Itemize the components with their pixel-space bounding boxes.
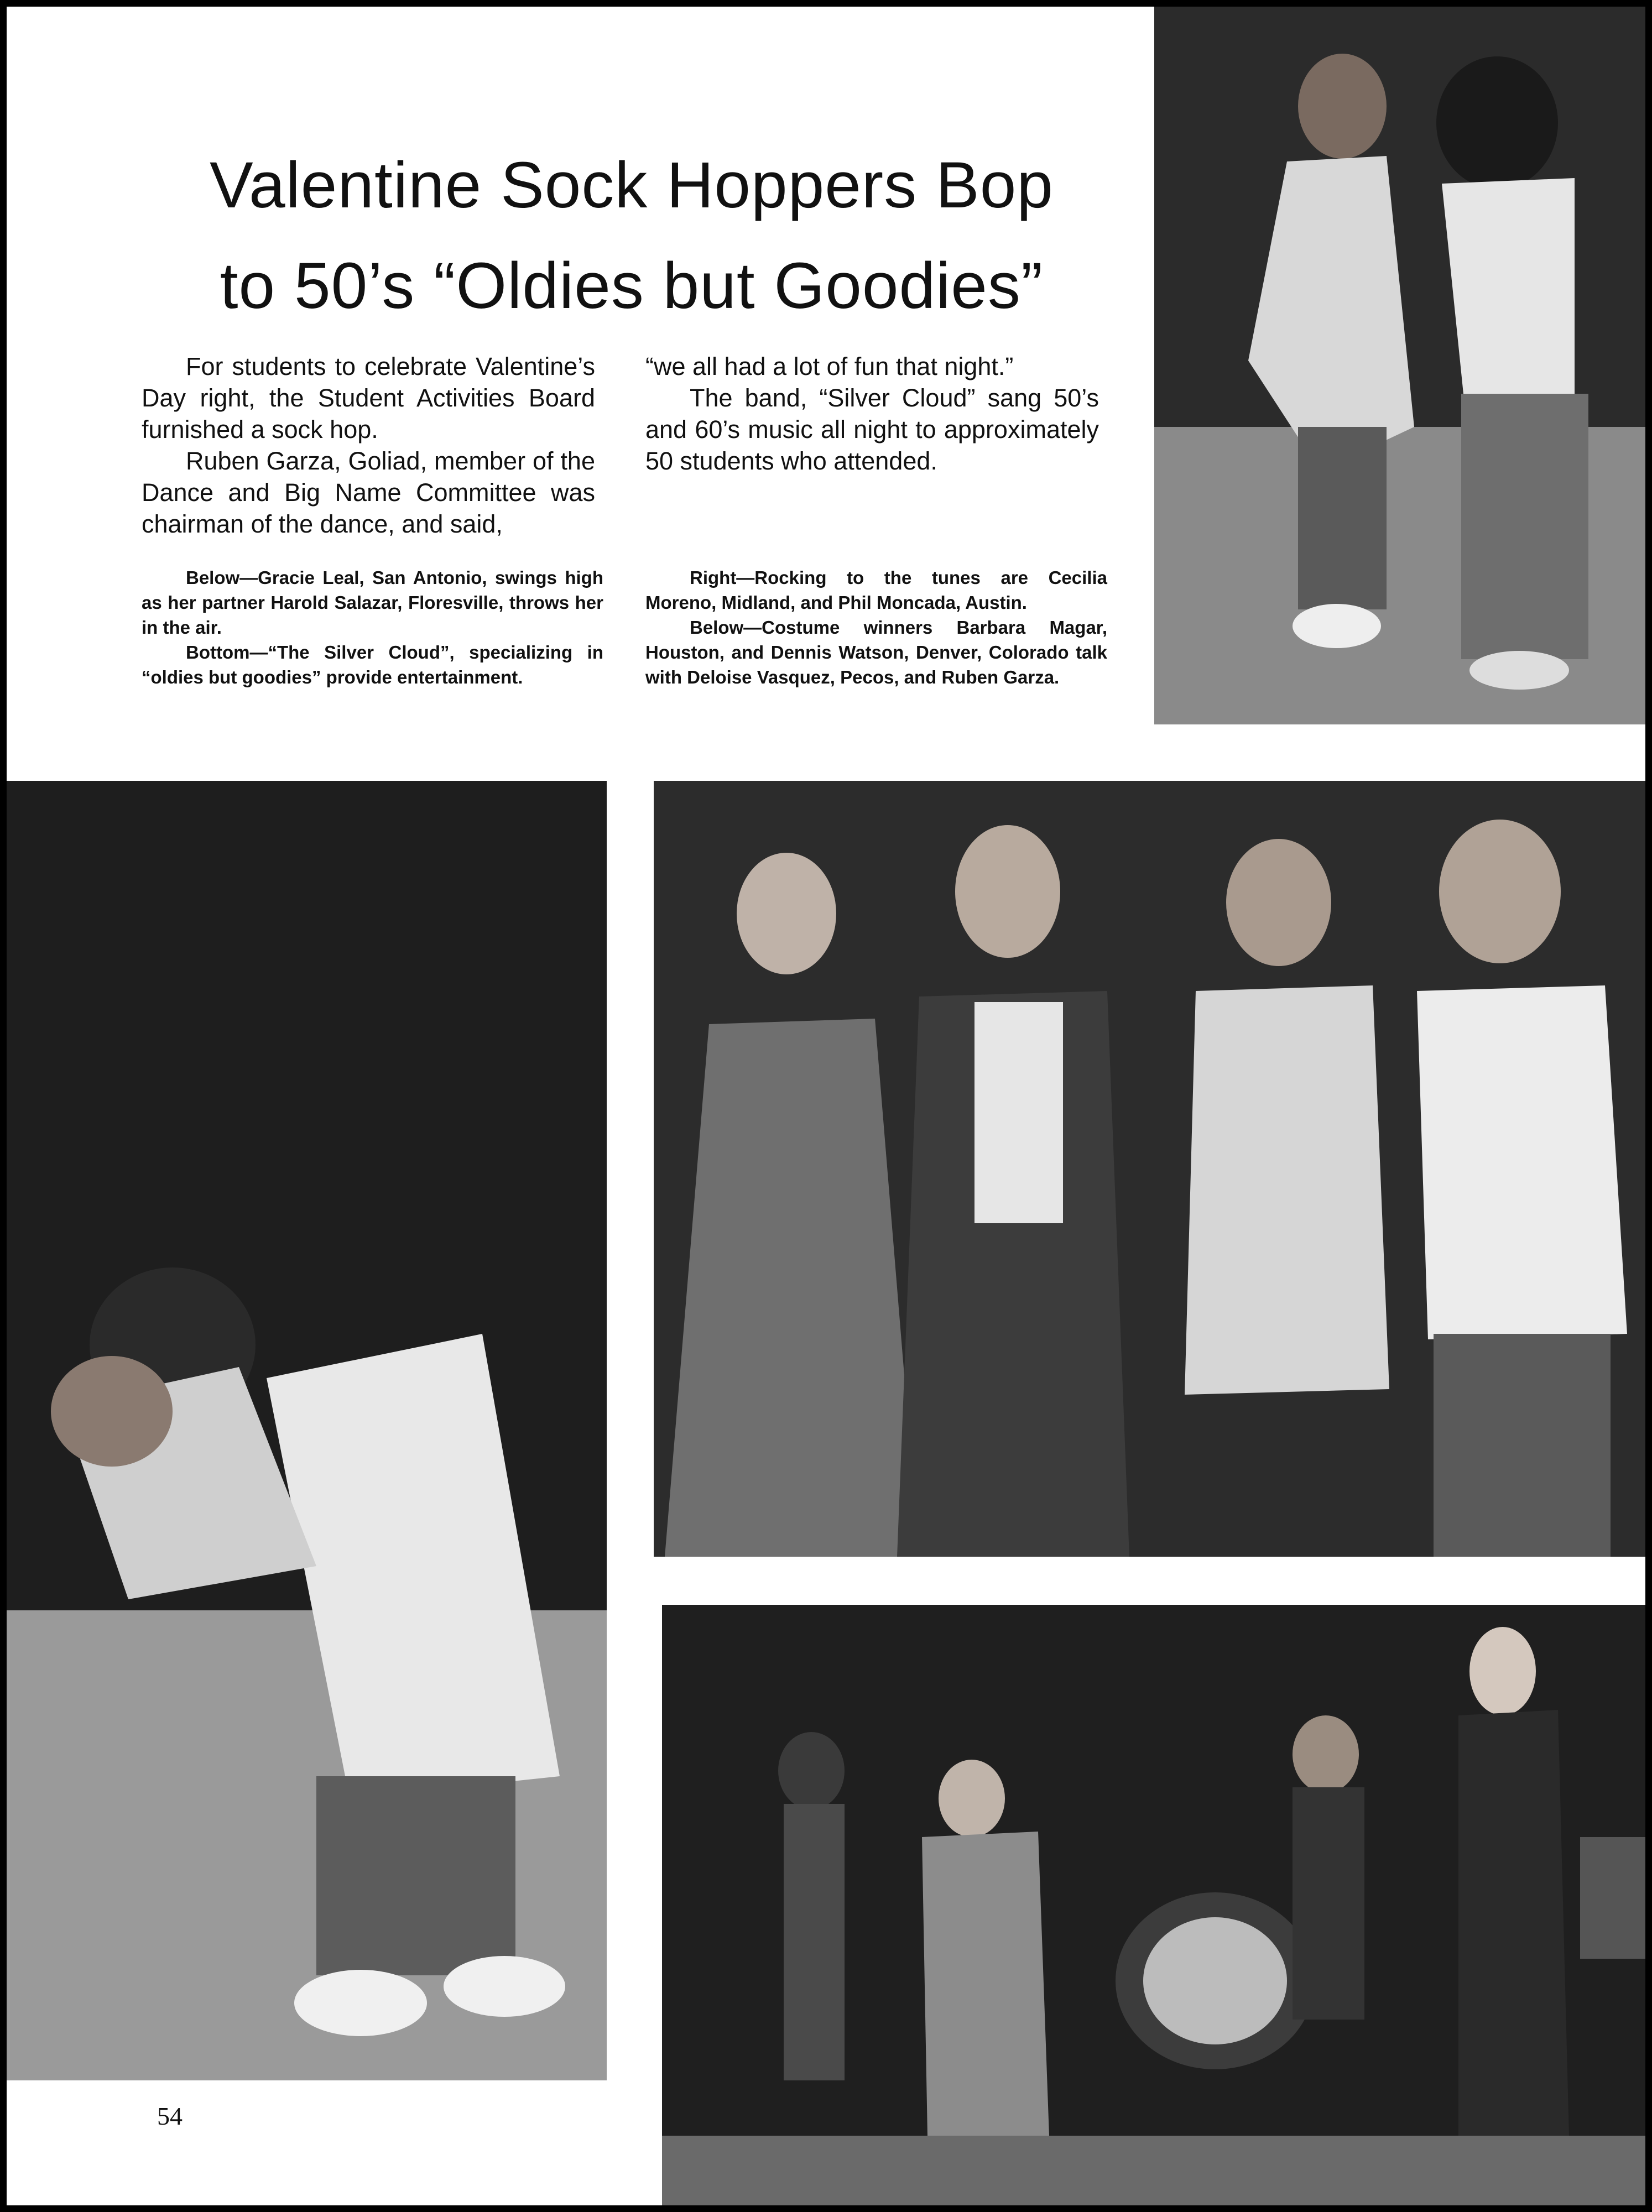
caption-paragraph: Below—Gracie Leal, San Antonio, swings high as her partner Harold Salazar, Floresville, throws her in the air.	[142, 567, 603, 638]
headline-line-1: Valentine Sock Hoppers Bop	[210, 149, 1054, 222]
photo-silver-cloud-band	[662, 1605, 1645, 2205]
story-column-right	[645, 351, 1099, 477]
page-number: 54	[157, 2102, 183, 2130]
photo-dancing-couple	[1154, 7, 1645, 724]
caption-paragraph: Below—Costume winners Barbara Magar, Houston, and Dennis Watson, Denver, Colorado talk with Deloise Vasquez, Pecos, and Ruben Garza.	[645, 617, 1107, 687]
caption-paragraph: Bottom—“The Silver Cloud”, specializing in “oldies but goodies” provide entertainment.	[142, 642, 603, 687]
photo-swing-dance	[7, 781, 607, 2080]
story-paragraph: For students to celebrate Valentine’s Day right, the Student Activities Board furnished a sock hop.	[142, 352, 595, 444]
photo-costume-winners	[654, 781, 1645, 1557]
caption-column-left	[142, 565, 603, 690]
yearbook-page	[7, 7, 1645, 2205]
headline-line-2: to 50’s “Oldies but Goodies”	[220, 249, 1044, 322]
caption-column-right	[645, 565, 1107, 690]
story-column-left	[142, 351, 595, 540]
story-paragraph: Ruben Garza, Goliad, member of the Dance and Big Name Committee was chairman of the dance, and said,	[142, 447, 595, 538]
story-paragraph: “we all had a lot of fun that night.”	[645, 352, 1014, 380]
story-paragraph: The band, “Silver Cloud” sang 50’s and 60’s music all night to approximately 50 students who attended.	[645, 384, 1099, 475]
caption-paragraph: Right—Rocking to the tunes are Cecilia Moreno, Midland, and Phil Moncada, Austin.	[645, 567, 1107, 613]
